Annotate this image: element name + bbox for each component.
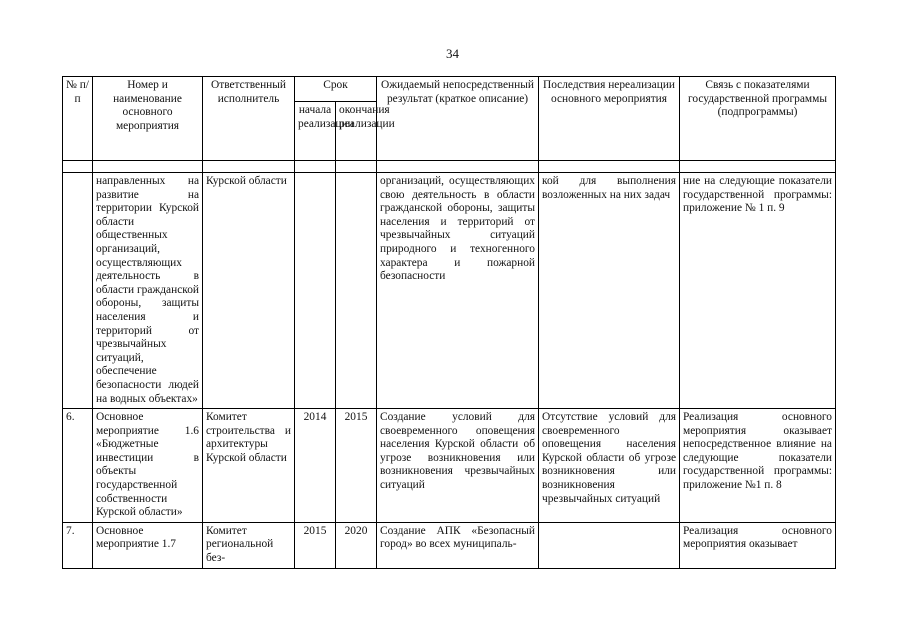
header-consequences: Последствия нереализации основного мероприятия [539, 77, 680, 161]
activity-name: Основное мероприятие 1.6 «Бюджетные инвестиции в объекты государственной собственности Курской области» [93, 409, 203, 523]
activity-name: Основное мероприятие 1.7 [93, 522, 203, 568]
header-gap-row [63, 161, 836, 173]
header-term: Срок [295, 77, 377, 102]
program-activities-table [62, 76, 836, 569]
term-end: 2015 [336, 409, 377, 523]
header-expected-result: Ожидаемый непосредственный результат (краткое описание) [377, 77, 539, 161]
header-number: № п/п [63, 77, 93, 161]
row-number: 6. [63, 409, 93, 523]
consequences: Отсутствие условий для своевременного оповещения населения Курской области об угрозе возникновения или возникновения чрезвычайных ситуаций [539, 409, 680, 523]
consequences: кой для выполнения возложенных на них задач [539, 173, 680, 409]
table-row [63, 173, 836, 409]
expected-result: организаций, осуществляющих свою деятельность в области гражданской обороны, защиты населения и территорий от чрезвычайных ситуаций природного и техногенного характера и пожарной безопасности [377, 173, 539, 409]
row-number [63, 173, 93, 409]
header-indicator-link: Связь с показателями государственной программы (подпрограммы) [680, 77, 836, 161]
responsible-executor: Курской области [203, 173, 295, 409]
responsible-executor: Комитет строительства и архитектуры Курской области [203, 409, 295, 523]
term-start [295, 173, 336, 409]
page-number: 34 [446, 46, 459, 61]
table-row [63, 522, 836, 568]
responsible-executor: Комитет региональной без- [203, 522, 295, 568]
consequences [539, 522, 680, 568]
activity-name: направленных на развитие на территории Курской области общественных организаций, осуществляющих деятельность в области гражданской обороны, защиты населения и территорий от чрезвычайных ситуаций, обеспечение безопасности людей на водных объектах» [93, 173, 203, 409]
indicator-link: Реализация основного мероприятия оказывает непосредственное влияние на следующие показатели государственной программы: приложение №1 п. 8 [680, 409, 836, 523]
term-end: 2020 [336, 522, 377, 568]
expected-result: Создание АПК «Безопасный город» во всех муниципаль- [377, 522, 539, 568]
row-number: 7. [63, 522, 93, 568]
table-row [63, 409, 836, 523]
indicator-link: ние на следующие показатели государственной программы: приложение № 1 п. 9 [680, 173, 836, 409]
header-term-start: начала реализации [295, 102, 336, 161]
indicator-link: Реализация основного мероприятия оказывает [680, 522, 836, 568]
header-activity-name: Номер и наименование основного мероприятия [93, 77, 203, 161]
header-responsible: Ответственный исполнитель [203, 77, 295, 161]
term-start: 2015 [295, 522, 336, 568]
term-end [336, 173, 377, 409]
header-term-end: окончания реализации [336, 102, 377, 161]
term-start: 2014 [295, 409, 336, 523]
expected-result: Создание условий для своевременного оповещения населения Курской области об угрозе возникновения или возникновения чрезвычайных ситуаций [377, 409, 539, 523]
